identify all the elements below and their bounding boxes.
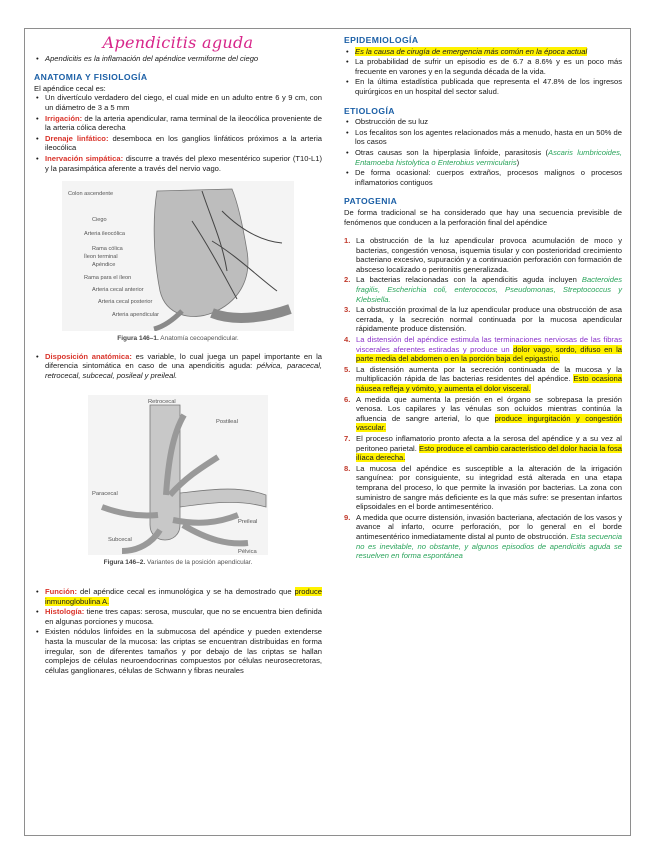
step-4-text: La distensión del apéndice estimula las terminaciones nerviosas de las fibras viscerales aferentes estiradas y produce un bbox=[356, 335, 622, 354]
disposition-types: pélvica, paracecal, retrocecal, subcecal, posileal y preileal. bbox=[45, 361, 322, 380]
step-2-bacteria: Bacteroides fragilis, Escherichia coli, enterococos, Pseudomonas, Streptococcus y Klebsiella. bbox=[356, 275, 622, 304]
step-6-text: A medida que aumenta la presión en el órgano se sobrepasa la presión venosa. Los capilares y las vénulas son ocluidos mientras continúa la afluencia de sangre arterial, lo que bbox=[356, 394, 622, 423]
anatomy-item-function bbox=[34, 587, 322, 606]
pathogenesis-step-9: 9. A medida que ocurre distensión, invasión bacteriana, afectación de los vasos y avance al infarto, ocurre perforación, por lo general en el borde antimesentérico inmediatamente distal al punto de obstrucción. Esta secuencia no es inevitable, no obstante, y algunos episodios de apendicitis aguda se resuelven en forma espontánea bbox=[344, 512, 623, 561]
pathogenesis-step-8: 8. La mucosa del apéndice es susceptible a la alteración de la irrigación sanguínea: por consiguiente, su integridad está alterada en una etapa temprana del proceso, lo que permite la invasión por bacterias. La zona con suministro de sangre más deficiente es la que más sufre: se presentan infartos elipsoidales en el borde antimesentérico. bbox=[344, 463, 622, 512]
fig1-label-rama-colica: Rama cólica bbox=[92, 246, 123, 253]
anatomy-item-irrigation bbox=[34, 114, 322, 133]
epidemiology-item: • En la última estadística publicada que representa el 47.8% de los ingresos quirúrgicos en un hospital del sector salud. bbox=[344, 77, 622, 96]
anatomy-item-divertículo: • Un divertículo verdadero del ciego, el cual mide en un adulto entre 6 y 9 cm, con un diámetro de 3 a 5 mm bbox=[34, 93, 322, 112]
epidemiology-item bbox=[344, 47, 622, 57]
fig1-label-colon: Colon ascendente bbox=[68, 191, 114, 198]
etiology-parasites: Ascaris lumbricoides, Entamoeba histolytica o Enterobius vermicularis bbox=[355, 147, 622, 167]
fig2-label-retrocecal: Retrocecal bbox=[148, 398, 176, 405]
cecoappendicular-illustration bbox=[62, 181, 294, 331]
pathogenesis-list bbox=[344, 236, 622, 561]
pathogenesis-step-4: 4. La distensión del apéndice estimula las terminaciones nerviosas de las fibras viscerales aferentes estiradas y produce un dolor vago, sordo, difuso en la parte media del abdomen o en la porción baja del epigastrio. bbox=[344, 335, 622, 364]
anatomy-item-innervation bbox=[34, 154, 322, 173]
step-7-text: El proceso inflamatorio pronto afecta a la serosa del apéndice y a su vez al peritoneo parietal. bbox=[356, 433, 622, 453]
epidemiology-list bbox=[344, 47, 622, 97]
etiology-item: • Los fecalitos son los agentes relacionados más a menudo, hasta en un 50% de los casos bbox=[344, 128, 622, 147]
function-text: del apéndice cecal es inmunológica y se ha demostrado que bbox=[77, 587, 295, 597]
fig1-label-cecal-posterior: Arteria cecal posterior bbox=[98, 299, 153, 306]
pathogenesis-step-6: 6. A medida que aumenta la presión en el órgano se sobrepasa la presión venosa. Los capilares y las vénulas son ocluidos mientras continúa la afluencia de sangre arterial, lo que produce ingurgitación y congestión vascular. bbox=[344, 394, 623, 433]
fig1-label-arteria-ileocolica: Arteria ileocólica bbox=[84, 231, 126, 238]
histology-label: Histología: bbox=[45, 607, 85, 617]
step-1-text: La obstrucción de la luz apendicular provoca acumulación de moco y bacterias, congestión venosa, isquemia tisular y con posterioridad crecimiento bacteriano excesivo, supuración y a continuación perforación con formación de absceso localizado o peritonitis generalizada. bbox=[356, 236, 622, 274]
function-highlight: produce inmunoglobulina A. bbox=[45, 587, 322, 606]
page-title: Apendicitis aguda bbox=[102, 33, 254, 52]
pathogenesis-step-1: 1. La obstrucción de la luz apendicular provoca acumulación de moco y bacterias, congestión venosa, isquemia tisular y con posterioridad crecimiento bacteriano excesivo, supuración y a continuación perforación con formación de absceso localizado o peritonitis generalizada. bbox=[344, 236, 622, 274]
anatomy-item-drainage bbox=[34, 134, 322, 153]
intro-text: • Apendicitis es la inflamación del apéndice vermiforme del ciego bbox=[34, 54, 322, 64]
pathogenesis-step-3: 3. La obstrucción proximal de la luz apendicular produce una obstrucción de asa cerrada, y la secreción normal continuada por la mucosa apendicular rápidamente produce distensión. bbox=[344, 305, 622, 334]
disposition-text: es variable, lo cual juega un papel importante en la diferencia sintomática en caso de una apendicitis aguda: bbox=[45, 351, 322, 371]
intro-list bbox=[34, 54, 322, 64]
step-5-highlight: Esto ocasiona náusea refleja y vómito, y aumenta el dolor visceral. bbox=[356, 374, 623, 393]
figure1-caption-bold: Figura 146–1. bbox=[117, 335, 159, 343]
step-9-text: A medida que ocurre distensión, invasión bacteriana, afectación de los vasos y avance al infarto, ocurre perforación, por lo general en el borde antimesentérico inmediatamente distal al punto de obstrucción. bbox=[356, 512, 622, 541]
fig2-label-preileal: Preileal bbox=[238, 518, 258, 525]
function-label: Función: bbox=[45, 587, 78, 597]
step-2-text: La bacterias relacionadas con la apendicitis aguda incluyen bbox=[356, 275, 582, 285]
fig1-label-rama-ileon: Rama para el íleon bbox=[84, 275, 132, 282]
etiology-item bbox=[344, 148, 622, 167]
anatomy-item-nodules: • Existen nódulos linfoides en la submucosa del apéndice y pueden extenderse hasta la muscular de la mucosa: las criptas se encuentran distribuidas en forma irregular, son de diferentes tamaños y por debajo de las criptas se hallan complejos de células neuroendocrinas compuestos por células neurosecretoras, células ganglionares, células de Schwann y fibras neurales bbox=[34, 627, 322, 675]
figure2-caption-text: Variantes de la posición apendicular. bbox=[145, 558, 253, 566]
right-column bbox=[344, 36, 622, 562]
anatomy-item-histology bbox=[34, 607, 322, 626]
innervation-label: Inervación simpática: bbox=[45, 153, 124, 163]
irrigation-text: de la arteria apendicular, rama terminal de la ileocólica proveniente de la arteria cólica derecha bbox=[45, 113, 322, 133]
appendix-positions-illustration bbox=[88, 395, 268, 555]
pathogenesis-heading: PATOGENIA bbox=[344, 196, 398, 207]
etiology-item: • De forma ocasional: cuerpos extraños, procesos malignos o procesos inflamatorios contiguos bbox=[344, 168, 622, 187]
fig2-label-paracecal: Paracecal bbox=[92, 490, 118, 497]
figure1-caption-text: Anatomía cecoapendicular. bbox=[158, 335, 239, 343]
etiology-item: • Obstrucción de su luz bbox=[344, 117, 622, 127]
etiology-item3-end: ) bbox=[516, 157, 520, 167]
epidemiology-heading: EPIDEMIOLOGÍA bbox=[344, 35, 419, 45]
anatomy-list bbox=[34, 93, 322, 173]
epidemiology-highlight: Es la causa de cirugía de emergencia más común en la época actual bbox=[355, 46, 588, 56]
epidemiology-item: • La probabilidad de sufrir un episodio es de 6.7 a 8.6% y es un poco más frecuente en varones y en la segunda década de la vida. bbox=[344, 57, 622, 76]
pathogenesis-step-5: 5. La distensión aumenta por la secreción continuada de la mucosa y la multiplicación rápida de las bacterias residentes del apéndice. Esto ocasiona náusea refleja y vómito, y aumenta el dolor visceral. bbox=[344, 364, 623, 393]
step-5-text: La distensión aumenta por la secreción continuada de la mucosa y la multiplicación rápida de las bacterias residentes del apéndice. bbox=[356, 364, 622, 384]
fig2-label-pelvica: Pélvica bbox=[238, 548, 257, 555]
figure-cecoappendicular bbox=[34, 181, 322, 344]
step-7-highlight: Esto produce el cambio característico del dolor hacia la fosa ilíaca derecha. bbox=[356, 443, 623, 463]
etiology-list bbox=[344, 117, 622, 187]
histology-text: tiene tres capas: serosa, muscular, que no se encuentra bien definida en algunas porciones y mucosa. bbox=[45, 607, 322, 626]
fig2-label-postileal: Postileal bbox=[216, 418, 238, 425]
figure2-caption-bold: Figura 146–2. bbox=[103, 558, 146, 566]
fig2-label-subcecal: Subcecal bbox=[108, 536, 132, 543]
step-8-text: La mucosa del apéndice es susceptible a la alteración de la irrigación sanguínea: por consiguiente, su integridad está alterada en una etapa temprana del proceso, lo que permite la invasión por bacterias. La zona con suministro de sangre más deficiente es la que más sufre: se presentan infartos elipsoidales en el borde antimesentérico. bbox=[356, 463, 622, 512]
fig1-label-ciego: Ciego bbox=[92, 217, 107, 224]
step-6-highlight: produce ingurgitación y congestión vascular. bbox=[356, 413, 623, 433]
irrigation-label: Irrigación: bbox=[45, 113, 83, 123]
disposition-list bbox=[34, 352, 322, 381]
pathogenesis-step-2: 2. La bacterias relacionadas con la apendicitis aguda incluyen Bacteroides fragilis, Escherichia coli, enterococos, Pseudomonas, Streptococcus y Klebsiella. bbox=[344, 275, 622, 304]
anatomy-item-disposition bbox=[34, 352, 322, 381]
fig1-label-apendice: Apéndice bbox=[92, 262, 116, 269]
anatomy-heading: ANATOMIA Y FISIOLOGÍA bbox=[34, 72, 148, 83]
fig1-label-ileon: Íleon terminal bbox=[84, 254, 118, 261]
anatomy-lead: El apéndice cecal es: bbox=[34, 83, 106, 93]
innervation-text: discurre a través del plexo mesentérico superior (T10-L1) y la parasimpática aferente a través del nervio vago. bbox=[45, 153, 322, 173]
etiology-heading: ETIOLOGÍA bbox=[344, 105, 395, 116]
fig1-label-cecal-anterior: Arteria cecal anterior bbox=[92, 287, 144, 294]
figure2-caption bbox=[34, 558, 322, 568]
fig1-label-apendicular: Arteria apendicular bbox=[112, 312, 159, 319]
drainage-text: desemboca en los ganglios linfáticos próximos a la arteria ileocólica bbox=[45, 133, 322, 153]
figure1-caption bbox=[34, 334, 322, 344]
step-3-text: La obstrucción proximal de la luz apendicular produce una obstrucción de asa cerrada, y la secreción normal continuada por la mucosa apendicular rápidamente produce distensión. bbox=[356, 305, 622, 334]
drainage-label: Drenaje linfático: bbox=[45, 133, 109, 143]
pathogenesis-intro: De forma tradicional se ha considerado que hay una secuencia previsible de fenómenos que conducen a la perforación final del apéndice bbox=[344, 207, 622, 227]
function-list bbox=[34, 587, 322, 675]
left-column bbox=[34, 33, 322, 676]
figure-positions bbox=[34, 395, 322, 568]
disposition-label: Disposición anatómica: bbox=[45, 351, 132, 361]
pathogenesis-step-7: 7. El proceso inflamatorio pronto afecta a la serosa del apéndice y a su vez al peritoneo parietal. Esto produce el cambio característico del dolor hacia la fosa ilíaca derecha. bbox=[344, 433, 623, 463]
etiology-item3-text: Otras causas son la hiperplasia linfoide, parasitosis ( bbox=[355, 147, 548, 157]
step-9-note: Esta secuencia no es inevitable, no obstante, y algunos episodios de apendicitis aguda se resuelven en forma espontánea bbox=[356, 531, 623, 561]
step-4-highlight: dolor vago, sordo, difuso en la parte media del abdomen o en la porción baja del epigastrio. bbox=[356, 344, 622, 364]
